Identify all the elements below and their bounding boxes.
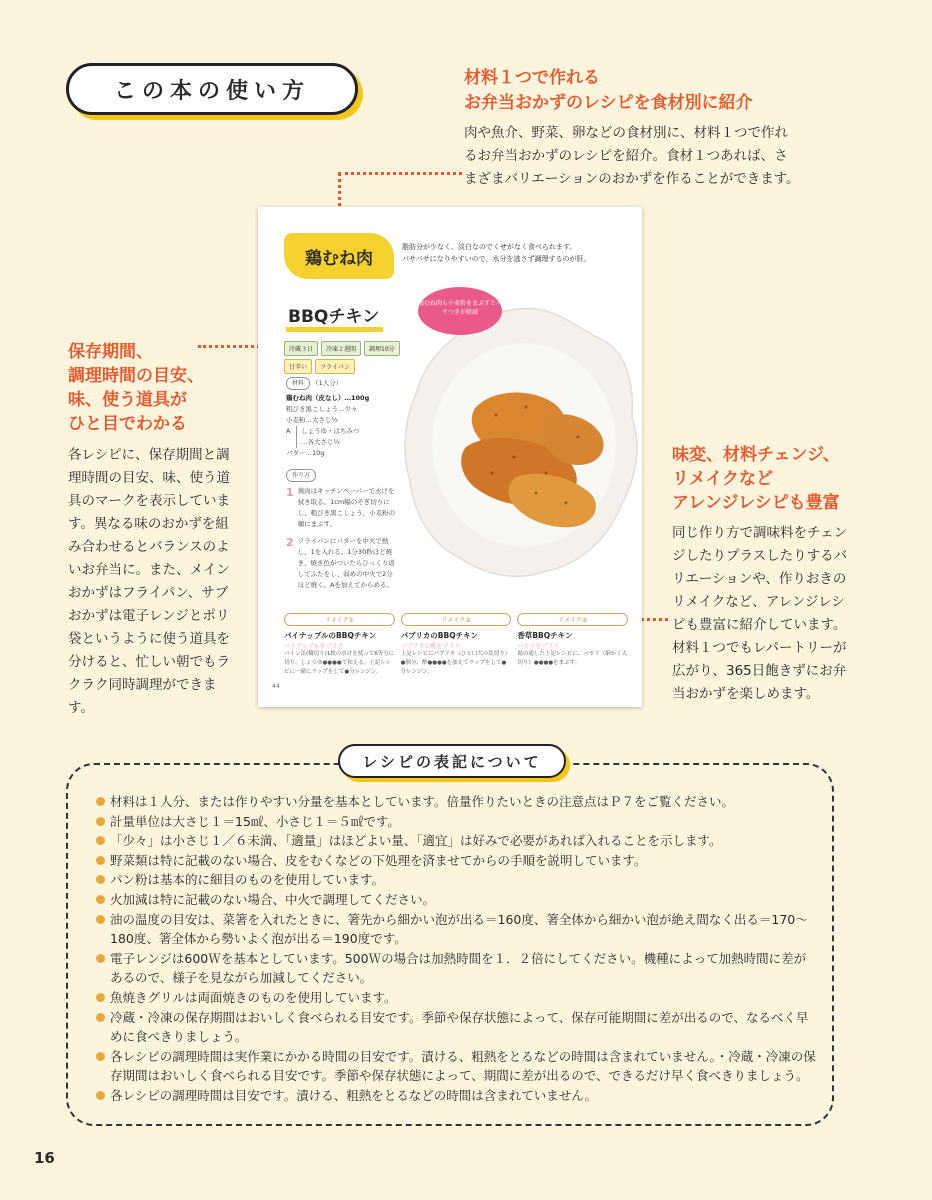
remake-row (284, 613, 628, 677)
badge-taste: 甘辛い (284, 359, 312, 374)
remake-name: パプリカのBBQチキン (400, 631, 479, 640)
badge-fridge: 冷蔵３日 (284, 341, 318, 356)
remake-sub: パセリをプラス (517, 643, 560, 650)
tip-bubble: 鶏むね肉も小麦粉をまぶすとパサつきが軽減 (418, 287, 502, 335)
category-desc-line: パサパサになりやすいので、水分を逃さず調理するのが肝。 (402, 255, 591, 263)
step (286, 536, 396, 591)
left-heading-line: 味、使う道具が (68, 390, 187, 410)
right-heading-line: アレンジレシピも豊富 (672, 493, 840, 513)
recipe-title: BBQチキン (286, 307, 383, 332)
sample-page-number: 44 (272, 683, 280, 690)
method-header (286, 469, 396, 482)
list-item: 油の温度の目安は、菜箸を入れたときに、箸先から細かい泡が出る＝160度、箸全体から細かい泡が絶え間なく出る＝170〜180度、箸全体から勢いよく泡が出る＝190度です。 (96, 910, 816, 949)
list-item: 材料は１人分、または作りやすい分量を基本としています。倍量作りたいときの注意点はＰ７をご覧ください。 (96, 792, 816, 812)
right-note-heading (672, 443, 872, 515)
group-mark: A (286, 427, 291, 435)
remake-card (401, 613, 512, 677)
intro-heading-line1: 材料１つで作れる (464, 68, 600, 88)
list-item: 野菜類は特に記載のない場合、皮をむくなどの下処理を済ませてからの手順を説明しています。 (96, 851, 816, 871)
right-note-body: 同じ作り方で調味料をチェンジしたりプラスしたりするバリエーションや、作りおきのリメイクなど、アレンジレシピも豊富に紹介しています。材料１つでもレパートリーが広がり、365日飽きずにお弁当おかずを楽しめます。 (672, 525, 848, 702)
step-text: フライパンにバターを中火で熱し、1を入れる。1分30秒ほど焼き、焼き色がついたらひっくり返してふたをし、弱めの中火で2分ほど焼く。Aを加えてからめる。 (297, 537, 395, 589)
connector-intro-h (338, 172, 462, 175)
remake-sub: パプリカと酢をプラス (400, 643, 461, 650)
page-title: この本の使い方 (66, 63, 358, 115)
left-note-body: 各レシピに、保存期間と調理時間の目安、味、使う道具のマークを表示しています。異なる味のおかずを組み合わせるとバランスのよいお弁当に。また、メインおかずはフライパン、サブおかずは電子レンジとポリ袋というように使う道具を分けると、忙しい朝でもラクラク同時調理ができます。 (68, 447, 230, 716)
list-item: パン粉は基本的に細目のものを使用しています。 (96, 870, 816, 890)
step-number: 1 (286, 486, 294, 499)
remake-text: パイン缶(輪切り)1枚の水けを拭って6等分に切り、しょうゆ●●●●で和える。上記レシピに一緒にラップをして●分レンジン。 (284, 651, 395, 675)
remake-card (284, 613, 395, 677)
remake-name: パイナップルのBBQチキン (284, 631, 377, 640)
ingredients-header (286, 377, 396, 390)
intro-body: 肉や魚介、野菜、卵などの食材別に、材料１つで作れるお弁当おかずのレシピを紹介。食材１つあれば、さまざまバリエーションのおかずを作ることができます。 (464, 125, 800, 187)
notes-list (96, 792, 816, 1106)
remake-tag: リメイク① (284, 613, 395, 626)
remake-tag: リメイク③ (517, 613, 628, 626)
list-item: 電子レンジは600Ｗを基本としています。500Ｗの場合は加熱時間を１．２倍にしてください。機種によって加熱時間に差があるので、様子を見ながら加減してください。 (96, 949, 816, 988)
ingredient: 粗びき黒こしょう…少々 (286, 405, 358, 413)
left-heading-line: 調理時間の目安、 (68, 366, 204, 386)
remake-name: 香草BBQチキン (517, 631, 573, 640)
intro-heading-line2: お弁当おかずのレシピを食材別に紹介 (464, 93, 753, 113)
ingredient: しょうゆ・はちみつ (301, 427, 360, 435)
category-desc-line: 脂肪分が少なく、淡白なのでくせがなく食べられます。 (402, 243, 577, 251)
ingredients-label: 材料 (286, 377, 310, 390)
badge-freezer: 冷凍２週間 (321, 341, 361, 356)
list-item: 火加減は特に記載のない場合、中火で調理してください。 (96, 890, 816, 910)
remake-text: 湯の通した上記レシピに、パセリ（細かく入切り）●●●●をまぶす。 (517, 651, 628, 666)
group-items (296, 426, 359, 448)
ingredient: 小麦粉…大さじ½ (286, 416, 338, 424)
remake-tag: リメイク② (401, 613, 512, 626)
list-item: 冷蔵・冷凍の保存期間はおいしく食べられる目安です。季節や保存状態によって、保存可能期間に差が出るので、なるべく早めに食べきりましょう。 (96, 1008, 816, 1047)
right-heading-line: リメイクなど (672, 469, 773, 489)
list-item: 各レシピの調理時間は実作業にかかる時間の目安です。漬ける、粗熱をとるなどの時間は含まれていません。・冷蔵・冷凍の保存期間はおいしく食べられる目安です。季節や保存状態によって、期間に差が出るので、できるだけ早く食べきりましょう。 (96, 1047, 816, 1086)
list-item: 魚焼きグリルは両面焼きのものを使用しています。 (96, 988, 816, 1008)
remake-text: 上記レシピにパプリカ（ひと口大の乱切り）●個分、酢●●●●を加えてラップをして●分レンジン。 (400, 651, 511, 675)
step (286, 486, 396, 530)
servings: （1人分） (312, 379, 343, 387)
ingredient: …各大さじ½ (301, 438, 340, 446)
left-heading-line: ひと目でわかる (68, 414, 187, 434)
ingredient: バター…10g (286, 449, 325, 457)
recipe-badges (284, 341, 408, 374)
sample-page (258, 207, 642, 707)
category-desc (402, 241, 632, 265)
remake-sub: パイナップルをプラス (284, 643, 344, 650)
list-item: 各レシピの調理時間は目安です。漬ける、粗熱をとるなどの時間は含まれていません。 (96, 1086, 816, 1106)
list-item: 計量単位は大さじ１＝15㎖、小さじ１＝５㎖です。 (96, 812, 816, 832)
ingredients-block (286, 377, 396, 591)
intro-heading (464, 66, 904, 116)
badge-tool: フライパン (315, 359, 355, 374)
right-heading-line: 味変、材料チェンジ、 (672, 445, 840, 465)
badge-time: 調理10分 (364, 341, 400, 356)
method-label: 作り方 (286, 469, 316, 482)
left-heading-line: 保存期間、 (68, 342, 153, 362)
notes-title: レシピの表記について (338, 744, 566, 778)
page-number: 16 (34, 1149, 55, 1167)
remake-card (517, 613, 628, 677)
step-number: 2 (286, 536, 294, 549)
ingredient-group (286, 426, 396, 448)
list-item: 「少々」は小さじ１／６未満、「適量」はほどよい量、「適宜」は好みで必要があれば入れることを示します。 (96, 831, 816, 851)
left-note-heading (68, 340, 248, 436)
chicken-plate-image (396, 297, 642, 587)
ingredient-main: 鶏むね肉（皮なし）…100g (286, 394, 370, 402)
step-text: 鶏肉はキッチンペーパーで水けを拭き取る。1cm幅のそぎ切りにし、粗びき黒こしょう、小麦粉の順にまぶす。 (297, 487, 396, 528)
category-tag: 鶏むね肉 (284, 233, 394, 279)
